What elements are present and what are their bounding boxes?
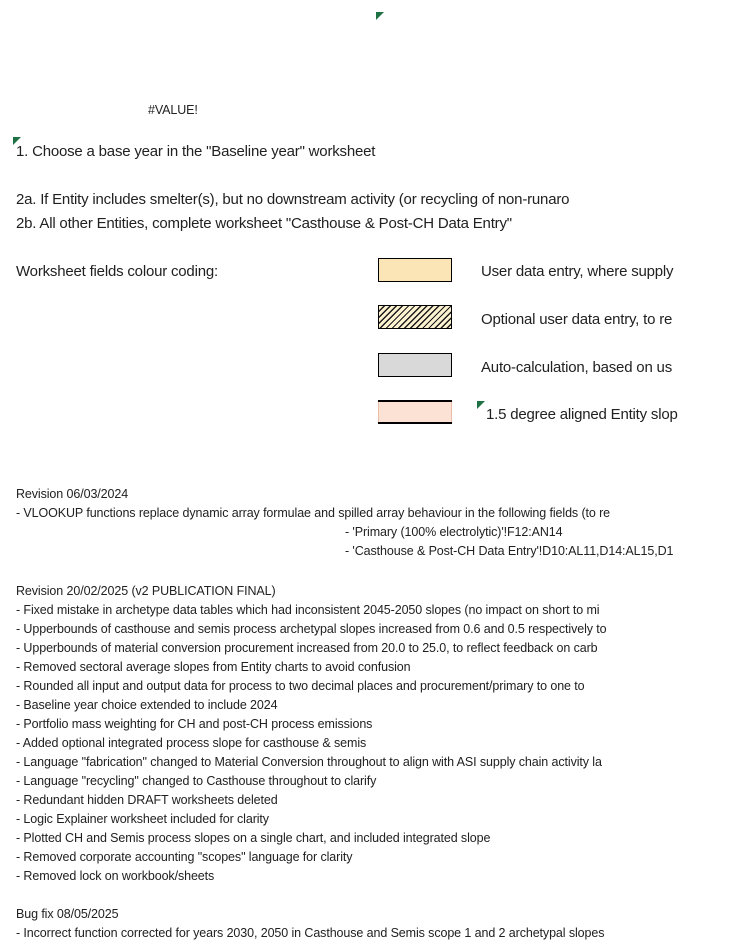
revision-section bbox=[16, 485, 735, 561]
revision-section bbox=[16, 905, 735, 943]
optional-user-data-entry-swatch bbox=[378, 305, 452, 329]
instruction-step-2a: 2a. If Entity includes smelter(s), but no downstream activity (or recycling of non-runaro bbox=[16, 191, 570, 208]
revision-lines bbox=[16, 601, 735, 886]
auto-calculation-swatch bbox=[378, 353, 452, 377]
revision-line: - 'Casthouse & Post-CH Data Entry'!D10:AL11,D14:AL15,D1 bbox=[345, 544, 674, 558]
revision-lines bbox=[16, 924, 735, 943]
legend-label-auto-calc: Auto-calculation, based on us bbox=[481, 359, 672, 376]
revision-line: - Language "fabrication" changed to Material Conversion throughout to align with ASI supply chain activity la bbox=[16, 755, 602, 769]
legend-label-user-entry: User data entry, where supply bbox=[481, 263, 674, 280]
revision-line: - Added optional integrated process slope for casthouse & semis bbox=[16, 736, 367, 750]
revision-line: - Portfolio mass weighting for CH and post-CH process emissions bbox=[16, 717, 373, 731]
revision-line: - Removed sectoral average slopes from Entity charts to avoid confusion bbox=[16, 660, 411, 674]
revision-line: - Rounded all input and output data for process to two decimal places and procurement/primary to one to bbox=[16, 679, 585, 693]
legend-label-optional-entry: Optional user data entry, to re bbox=[481, 311, 673, 328]
revision-section bbox=[16, 582, 735, 886]
value-error-cell: #VALUE! bbox=[148, 103, 198, 117]
revision-title: Revision 06/03/2024 bbox=[16, 487, 129, 501]
revision-line: - Removed corporate accounting "scopes" language for clarity bbox=[16, 850, 353, 864]
legend-heading: Worksheet fields colour coding: bbox=[16, 263, 218, 280]
revision-line: - Upperbounds of material conversion procurement increased from 20.0 to 25.0, to reflect feedback on carb bbox=[16, 641, 598, 655]
error-indicator-icon bbox=[477, 401, 485, 409]
revision-line: - Fixed mistake in archetype data tables which had inconsistent 2045-2050 slopes (no impact on short to mi bbox=[16, 603, 600, 617]
revision-title: Revision 20/02/2025 (v2 PUBLICATION FINAL) bbox=[16, 584, 276, 598]
revision-line: - Upperbounds of casthouse and semis process archetypal slopes increased from 0.6 and 0.5 respectively to bbox=[16, 622, 607, 636]
error-indicator-icon bbox=[376, 12, 384, 20]
revision-line: - 'Primary (100% electrolytic)'!F12:AN14 bbox=[345, 525, 563, 539]
user-data-entry-swatch bbox=[378, 258, 452, 282]
revision-line: - Language "recycling" changed to Casthouse throughout to clarify bbox=[16, 774, 377, 788]
revision-line: - Logic Explainer worksheet included for clarity bbox=[16, 812, 269, 826]
revision-line: - Redundant hidden DRAFT worksheets deleted bbox=[16, 793, 278, 807]
revision-line: - Incorrect function corrected for years 2030, 2050 in Casthouse and Semis scope 1 and 2 archetypal slopes bbox=[16, 926, 605, 940]
revision-line: - Baseline year choice extended to include 2024 bbox=[16, 698, 278, 712]
aligned-entity-slope-swatch bbox=[378, 400, 452, 424]
instruction-step-1: 1. Choose a base year in the "Baseline year" worksheet bbox=[16, 143, 376, 160]
revision-line: - Plotted CH and Semis process slopes on a single chart, and included integrated slope bbox=[16, 831, 491, 845]
instruction-step-2b: 2b. All other Entities, complete worksheet "Casthouse & Post-CH Data Entry" bbox=[16, 215, 512, 232]
revision-line: - Removed lock on workbook/sheets bbox=[16, 869, 215, 883]
revision-lines bbox=[16, 504, 735, 561]
revision-title: Bug fix 08/05/2025 bbox=[16, 907, 119, 921]
legend-label-aligned-slope: 1.5 degree aligned Entity slop bbox=[486, 406, 678, 423]
revision-line: - VLOOKUP functions replace dynamic array formulae and spilled array behaviour in the following fields (to re bbox=[16, 506, 611, 520]
